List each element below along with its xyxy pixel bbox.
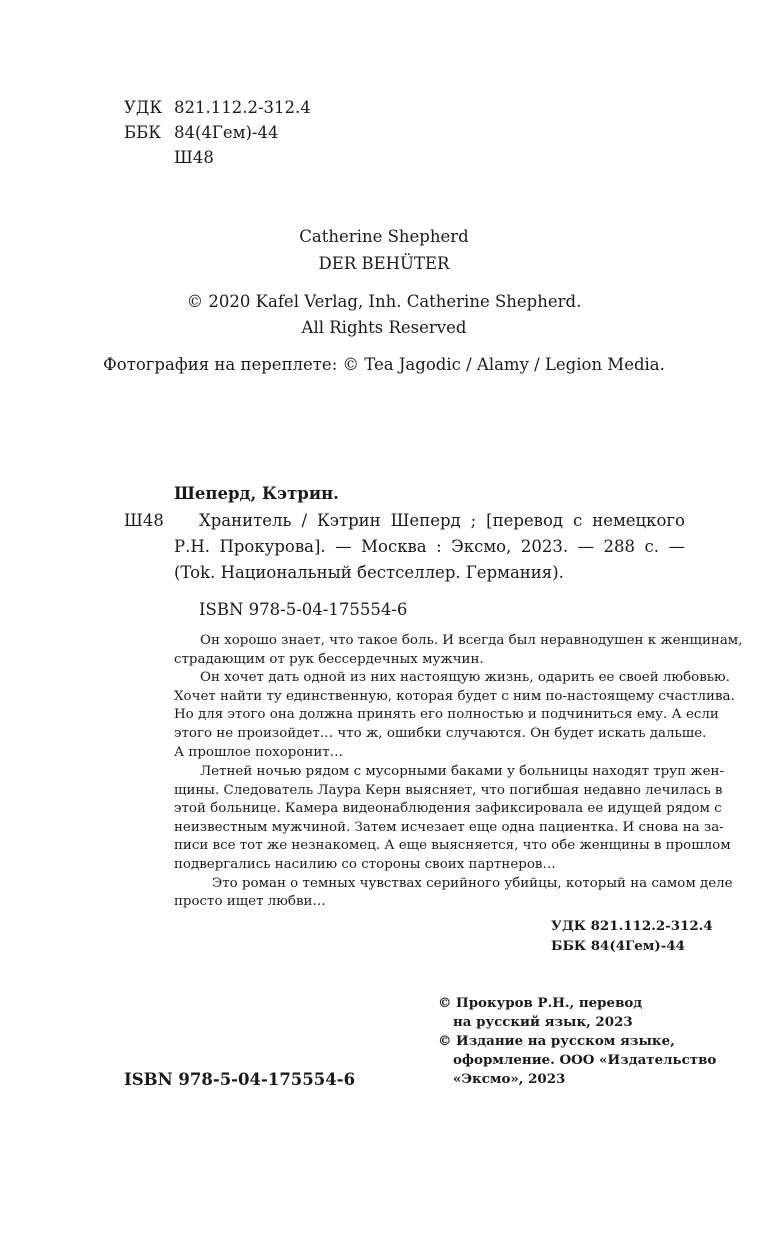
bottom-bbk: ББК 84(4Гем)-44 bbox=[551, 938, 685, 954]
annotation-line: писи все тот же незнакомец. А еще выясняется, что обе женщины в прошлом bbox=[174, 838, 731, 853]
annotation-line: Летней ночью рядом с мусорными баками у больницы находят труп жен- bbox=[200, 764, 724, 779]
annotation-line: Он хорошо знает, что такое боль. И всегда был неравнодушен к женщинам, bbox=[200, 633, 743, 648]
copyright-edition-line-2: оформление. ООО «Издательство bbox=[453, 1052, 717, 1068]
annotation-line: неизвестным мужчиной. Затем исчезает еще одна пациентка. И снова на за- bbox=[174, 820, 724, 835]
catalog-description-line-3: (Tok. Национальный бестселлер. Германия). bbox=[174, 563, 564, 582]
annotation-line: просто ищет любви… bbox=[174, 894, 326, 909]
annotation-line: Хочет найти ту единственную, которая будет с ним по-настоящему счастлива. bbox=[174, 689, 735, 704]
copyright-edition-line-3: «Эксмо», 2023 bbox=[453, 1071, 566, 1087]
udk-label: УДК bbox=[124, 98, 163, 117]
rights-reserved: All Rights Reserved bbox=[301, 318, 467, 337]
copyright-edition-line-1: © Издание на русском языке, bbox=[438, 1033, 675, 1049]
catalog-description-line-2: Р.Н. Прокурова]. — Москва : Эксмо, 2023. — 288 с. — bbox=[174, 537, 685, 556]
annotation-line: Он хочет дать одной из них настоящую жизнь, одарить ее своей любовью. bbox=[200, 670, 730, 685]
catalog-author-heading: Шеперд, Кэтрин. bbox=[174, 484, 339, 503]
bbk-value: 84(4Гем)-44 bbox=[174, 123, 279, 142]
catalog-code: Ш48 bbox=[124, 511, 164, 530]
catalog-isbn: ISBN 978-5-04-175554-6 bbox=[199, 600, 408, 619]
annotation-line: Но для этого она должна принять его полностью и подчиниться ему. А если bbox=[174, 707, 719, 722]
catalog-description-line-1: Хранитель / Кэтрин Шеперд ; [перевод с немецкого bbox=[199, 511, 685, 530]
original-author: Catherine Shepherd bbox=[299, 227, 469, 246]
author-code: Ш48 bbox=[174, 148, 214, 167]
original-copyright: © 2020 Kafel Verlag, Inh. Catherine Shepherd. bbox=[186, 292, 582, 311]
annotation-line: этого не произойдет… что ж, ошибки случаются. Он будет искать дальше. bbox=[174, 726, 707, 741]
udk-value: 821.112.2-312.4 bbox=[174, 98, 311, 117]
copyright-translation-line-2: на русский язык, 2023 bbox=[453, 1014, 633, 1030]
bottom-isbn: ISBN 978-5-04-175554-6 bbox=[124, 1070, 356, 1089]
bbk-label: ББК bbox=[124, 123, 162, 142]
photo-credit: Фотография на переплете: © Tea Jagodic / Alamy / Legion Media. bbox=[103, 355, 665, 374]
annotation-line: Это роман о темных чувствах серийного убийцы, который на самом деле bbox=[212, 876, 733, 891]
annotation-line: этой больнице. Камера видеонаблюдения зафиксировала ее идущей рядом с bbox=[174, 801, 722, 816]
annotation-line: подвергались насилию со стороны своих партнеров… bbox=[174, 857, 556, 872]
annotation-line: щины. Следователь Лаура Керн выясняет, что погибшая недавно лечилась в bbox=[174, 783, 723, 798]
copyright-translation-line-1: © Прокуров Р.Н., перевод bbox=[438, 995, 643, 1011]
bottom-udk: УДК 821.112.2-312.4 bbox=[551, 918, 713, 934]
annotation-line: страдающим от рук бессердечных мужчин. bbox=[174, 652, 484, 667]
original-title: DER BEHÜTER bbox=[318, 254, 450, 273]
annotation-line: А прошлое похоронит… bbox=[174, 745, 344, 760]
